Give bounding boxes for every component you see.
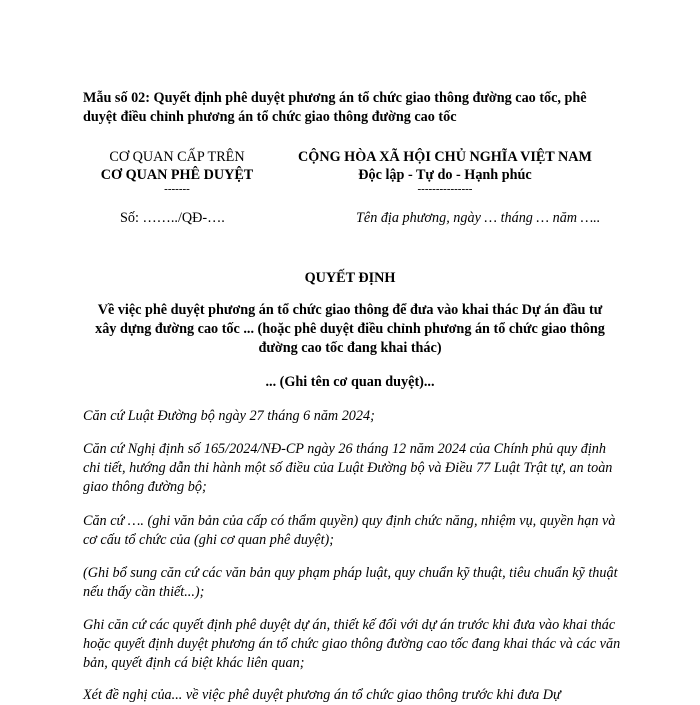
paragraph-legal-basis-road-law: Căn cứ Luật Đường bộ ngày 27 tháng 6 năm 2024; [83,408,375,424]
document-title: QUYẾT ĐỊNH [304,270,396,286]
subject-line-1: Về việc phê duyệt phương án tổ chức giao thông để đưa vào khai thác Dự án đầu tư [97,302,603,318]
form-heading-line-1: Mẫu số 02: Quyết định phê duyệt phương án tổ chức giao thông đường cao tốc, phê [83,90,587,106]
document-number: Số: ……../QĐ-…. [120,210,225,226]
paragraph-additional-basis: (Ghi bổ sung căn cứ các văn bản quy phạm pháp luật, quy chuẩn kỹ thuật, tiêu chuẩn kỹ thuật nếu thấy cần thiết...); [83,565,618,600]
subject-line-2: xây dựng đường cao tốc ... (hoặc phê duyệt điều chỉnh phương án tổ chức giao thông [95,321,605,337]
left-divider: ------- [164,183,190,195]
paragraph-legal-basis-authority: Căn cứ …. (ghi văn bản của cấp có thẩm quyền) quy định chức năng, nhiệm vụ, quyền hạn và cơ cấu tổ chức của (ghi cơ quan phê duyệt); [83,513,616,548]
paragraph-project-decisions: Ghi căn cứ các quyết định phê duyệt dự án, thiết kế đối với dự án trước khi đưa vào khai thác hoặc quyết định duyệt phương án tổ chức giao thông đường cao tốc đang khai thác và các văn bản, quyết định cá biệt khác liên quan; [83,617,621,671]
place-date: Tên địa phương, ngày … tháng … năm ….. [356,210,601,226]
issuer-line: ... (Ghi tên cơ quan duyệt)... [265,374,435,390]
nation-motto: Độc lập - Tự do - Hạnh phúc [358,167,532,183]
agency-name: CƠ QUAN PHÊ DUYỆT [100,167,254,183]
right-divider: --------------- [417,183,473,195]
nation-name: CỘNG HÒA XÃ HỘI CHỦ NGHĨA VIỆT NAM [298,149,592,165]
subject-line-3: đường cao tốc đang khai thác) [258,340,442,356]
agency-parent: CƠ QUAN CẤP TRÊN [109,149,245,165]
paragraph-proposal: Xét đề nghị của... về việc phê duyệt phương án tổ chức giao thông trước khi đưa Dự [83,687,561,703]
form-heading-line-2: duyệt điều chỉnh phương án tổ chức giao thông đường cao tốc [83,109,457,125]
paragraph-legal-basis-decree: Căn cứ Nghị định số 165/2024/NĐ-CP ngày 26 tháng 12 năm 2024 của Chính phủ quy định chi tiết, hướng dẫn thi hành một số điều của Luật Đường bộ và Điều 77 Luật Trật tự, an toàn giao thông đường bộ; [83,441,613,495]
